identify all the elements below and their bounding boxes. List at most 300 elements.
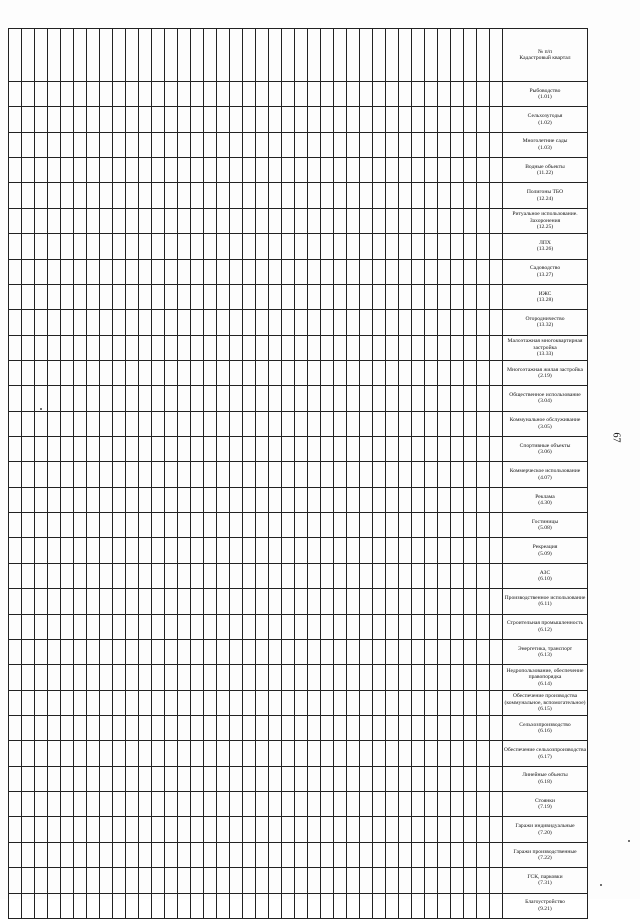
- table-cell: [61, 158, 74, 183]
- table-cell: [152, 259, 165, 284]
- table-cell: [139, 538, 152, 563]
- table-cell: [347, 386, 360, 411]
- table-cell: [204, 614, 217, 639]
- table-cell: [61, 234, 74, 259]
- table-cell: [9, 158, 22, 183]
- table-cell: [308, 868, 321, 893]
- table-cell: [165, 259, 178, 284]
- table-cell: [87, 132, 100, 157]
- table-cell: [74, 437, 87, 462]
- table-cell: [243, 614, 256, 639]
- table-cell: [373, 513, 386, 538]
- scan-speck: [600, 884, 602, 886]
- table-cell: [386, 792, 399, 817]
- table-cell: [399, 639, 412, 664]
- table-cell: [477, 817, 490, 842]
- table-cell: [9, 183, 22, 208]
- table-cell: [22, 208, 35, 233]
- table-cell: [464, 335, 477, 360]
- table-cell: [100, 234, 113, 259]
- table-cell: [412, 360, 425, 385]
- table-cell: [464, 792, 477, 817]
- table-cell: [22, 487, 35, 512]
- table-cell: [152, 589, 165, 614]
- table-cell: [490, 589, 503, 614]
- table-cell: [217, 335, 230, 360]
- table-cell: [100, 132, 113, 157]
- table-cell: [74, 513, 87, 538]
- table-cell: [282, 792, 295, 817]
- table-cell: [425, 563, 438, 588]
- table-cell: [464, 132, 477, 157]
- table-cell: [191, 715, 204, 740]
- category-name: Водные объекты: [525, 163, 565, 170]
- table-cell: [152, 842, 165, 867]
- table-cell: [360, 82, 373, 107]
- table-cell: [74, 487, 87, 512]
- table-cell: [152, 715, 165, 740]
- table-cell: [269, 792, 282, 817]
- table-cell: [9, 487, 22, 512]
- table-cell: [113, 208, 126, 233]
- table-cell: [61, 817, 74, 842]
- table-cell: [22, 690, 35, 715]
- table-cell: [22, 310, 35, 335]
- category-label-cell: [503, 741, 588, 766]
- table-cell: [217, 107, 230, 132]
- table-cell: [334, 234, 347, 259]
- category-code: (12.24): [536, 195, 554, 202]
- table-cell: [451, 513, 464, 538]
- table-cell: [165, 132, 178, 157]
- table-cell: [282, 462, 295, 487]
- table-cell: [425, 690, 438, 715]
- table-cell: [386, 639, 399, 664]
- table-cell: [165, 284, 178, 309]
- table-cell: [204, 487, 217, 512]
- table-cell: [360, 842, 373, 867]
- table-cell: [321, 741, 334, 766]
- table-cell: [347, 563, 360, 588]
- category-label-cell: [503, 462, 588, 487]
- table-cell: [9, 513, 22, 538]
- table-cell: [295, 589, 308, 614]
- cadastral-quarter-cell: [152, 29, 165, 82]
- table-cell: [61, 462, 74, 487]
- table-cell: [191, 132, 204, 157]
- table-cell: [412, 665, 425, 690]
- table-cell: [243, 158, 256, 183]
- table-cell: [35, 234, 48, 259]
- cadastral-quarter-cell: [451, 29, 464, 82]
- table-cell: [399, 132, 412, 157]
- table-cell: [87, 741, 100, 766]
- table-cell: [360, 259, 373, 284]
- table-cell: [425, 614, 438, 639]
- table-cell: [451, 107, 464, 132]
- table-cell: [126, 360, 139, 385]
- table-cell: [152, 868, 165, 893]
- table-cell: [269, 107, 282, 132]
- table-cell: [87, 665, 100, 690]
- table-cell: [373, 437, 386, 462]
- table-cell: [230, 132, 243, 157]
- table-cell: [100, 766, 113, 791]
- category-name: Линейные объекты: [522, 772, 568, 779]
- table-cell: [87, 284, 100, 309]
- table-cell: [425, 158, 438, 183]
- table-cell: [360, 234, 373, 259]
- table-cell: [35, 766, 48, 791]
- table-cell: [438, 183, 451, 208]
- table-cell: [425, 817, 438, 842]
- table-cell: [269, 462, 282, 487]
- table-cell: [100, 437, 113, 462]
- table-cell: [243, 107, 256, 132]
- table-cell: [9, 234, 22, 259]
- table-cell: [217, 437, 230, 462]
- table-cell: [269, 766, 282, 791]
- table-cell: [204, 132, 217, 157]
- table-cell: [295, 208, 308, 233]
- table-cell: [386, 82, 399, 107]
- table-cell: [22, 284, 35, 309]
- table-cell: [22, 335, 35, 360]
- table-cell: [308, 766, 321, 791]
- table-cell: [178, 234, 191, 259]
- table-cell: [230, 335, 243, 360]
- table-cell: [347, 183, 360, 208]
- table-cell: [61, 690, 74, 715]
- table-cell: [74, 132, 87, 157]
- table-cell: [243, 817, 256, 842]
- category-name: Сельхозпроизводство: [519, 721, 571, 728]
- table-cell: [113, 792, 126, 817]
- table-cell: [373, 817, 386, 842]
- table-cell: [217, 614, 230, 639]
- table-cell: [22, 183, 35, 208]
- table-cell: [139, 335, 152, 360]
- category-label-cell: [503, 614, 588, 639]
- cadastral-quarter-cell: [425, 29, 438, 82]
- category-row: [9, 715, 588, 740]
- category-label-cell: [503, 563, 588, 588]
- table-cell: [9, 360, 22, 385]
- table-cell: [321, 589, 334, 614]
- table-cell: [217, 690, 230, 715]
- table-cell: [464, 893, 477, 918]
- table-cell: [464, 259, 477, 284]
- table-cell: [412, 132, 425, 157]
- table-cell: [191, 538, 204, 563]
- table-cell: [373, 614, 386, 639]
- table-cell: [126, 665, 139, 690]
- cadastral-quarter-cell: [74, 29, 87, 82]
- table-cell: [139, 360, 152, 385]
- category-name: Сельхозугодья: [527, 113, 563, 120]
- table-cell: [295, 665, 308, 690]
- table-cell: [438, 538, 451, 563]
- table-cell: [87, 82, 100, 107]
- cadastral-quarter-cell: [165, 29, 178, 82]
- table-cell: [282, 208, 295, 233]
- table-cell: [74, 360, 87, 385]
- table-cell: [217, 183, 230, 208]
- table-cell: [152, 386, 165, 411]
- table-cell: [178, 284, 191, 309]
- table-cell: [100, 817, 113, 842]
- table-cell: [386, 741, 399, 766]
- table-cell: [477, 411, 490, 436]
- table-cell: [360, 589, 373, 614]
- table-cell: [347, 411, 360, 436]
- table-cell: [425, 487, 438, 512]
- table-cell: [282, 766, 295, 791]
- table-cell: [464, 589, 477, 614]
- table-cell: [321, 234, 334, 259]
- header-label-cell: [503, 29, 588, 82]
- table-cell: [152, 158, 165, 183]
- table-cell: [347, 234, 360, 259]
- table-cell: [9, 259, 22, 284]
- table-cell: [243, 715, 256, 740]
- table-cell: [321, 462, 334, 487]
- table-cell: [100, 741, 113, 766]
- table-cell: [139, 487, 152, 512]
- table-cell: [204, 842, 217, 867]
- table-cell: [204, 893, 217, 918]
- table-cell: [308, 259, 321, 284]
- table-cell: [191, 842, 204, 867]
- category-code: (4.30): [538, 499, 552, 506]
- cadastral-quarter-cell: [334, 29, 347, 82]
- table-cell: [334, 538, 347, 563]
- table-cell: [464, 639, 477, 664]
- table-cell: [139, 690, 152, 715]
- table-cell: [74, 639, 87, 664]
- table-cell: [438, 766, 451, 791]
- table-cell: [48, 234, 61, 259]
- table-cell: [100, 360, 113, 385]
- table-cell: [230, 690, 243, 715]
- table-cell: [22, 513, 35, 538]
- table-cell: [178, 462, 191, 487]
- table-cell: [412, 487, 425, 512]
- table-cell: [373, 234, 386, 259]
- table-cell: [347, 842, 360, 867]
- cadastral-quarter-cell: [61, 29, 74, 82]
- table-cell: [100, 563, 113, 588]
- table-cell: [204, 411, 217, 436]
- table-cell: [165, 893, 178, 918]
- table-cell: [386, 386, 399, 411]
- table-cell: [152, 284, 165, 309]
- table-cell: [256, 234, 269, 259]
- table-cell: [22, 868, 35, 893]
- table-cell: [48, 817, 61, 842]
- category-name: Коммерческое использование: [509, 468, 581, 475]
- table-cell: [451, 386, 464, 411]
- table-cell: [295, 741, 308, 766]
- table-cell: [230, 715, 243, 740]
- table-cell: [360, 132, 373, 157]
- table-cell: [217, 158, 230, 183]
- table-cell: [243, 208, 256, 233]
- table-cell: [425, 513, 438, 538]
- table-cell: [48, 868, 61, 893]
- table-cell: [48, 538, 61, 563]
- table-cell: [438, 741, 451, 766]
- table-cell: [282, 538, 295, 563]
- table-cell: [451, 868, 464, 893]
- cadastral-quarter-cell: [438, 29, 451, 82]
- table-cell: [399, 741, 412, 766]
- table-cell: [386, 614, 399, 639]
- table-cell: [295, 563, 308, 588]
- table-cell: [139, 107, 152, 132]
- table-cell: [243, 741, 256, 766]
- table-cell: [360, 513, 373, 538]
- table-cell: [425, 589, 438, 614]
- table-cell: [230, 817, 243, 842]
- category-code: (6.13): [538, 652, 552, 659]
- category-name: Садоводство: [529, 265, 561, 272]
- category-row: [9, 538, 588, 563]
- category-code: (3.05): [538, 423, 552, 430]
- table-cell: [165, 183, 178, 208]
- table-cell: [477, 639, 490, 664]
- table-cell: [451, 589, 464, 614]
- category-name: Реклама: [535, 493, 555, 500]
- table-cell: [386, 665, 399, 690]
- table-cell: [451, 741, 464, 766]
- table-cell: [464, 411, 477, 436]
- table-cell: [464, 234, 477, 259]
- table-cell: [87, 513, 100, 538]
- table-cell: [490, 842, 503, 867]
- table-cell: [256, 842, 269, 867]
- table-cell: [139, 639, 152, 664]
- table-cell: [87, 310, 100, 335]
- table-cell: [308, 183, 321, 208]
- table-cell: [295, 690, 308, 715]
- table-cell: [113, 741, 126, 766]
- table-cell: [334, 513, 347, 538]
- table-cell: [373, 284, 386, 309]
- table-cell: [152, 614, 165, 639]
- category-code: (13.28): [536, 297, 554, 304]
- table-cell: [48, 563, 61, 588]
- table-cell: [412, 234, 425, 259]
- cadastral-quarter-cell: [295, 29, 308, 82]
- table-cell: [308, 158, 321, 183]
- category-row: [9, 158, 588, 183]
- category-row: [9, 208, 588, 233]
- table-cell: [412, 868, 425, 893]
- table-cell: [490, 792, 503, 817]
- table-cell: [9, 792, 22, 817]
- table-cell: [74, 665, 87, 690]
- category-label-cell: [503, 715, 588, 740]
- table-cell: [347, 335, 360, 360]
- table-cell: [230, 310, 243, 335]
- table-cell: [48, 132, 61, 157]
- table-cell: [438, 208, 451, 233]
- category-row: [9, 690, 588, 715]
- table-cell: [139, 259, 152, 284]
- table-cell: [126, 589, 139, 614]
- table-cell: [412, 437, 425, 462]
- table-cell: [113, 589, 126, 614]
- table-cell: [399, 792, 412, 817]
- table-cell: [386, 437, 399, 462]
- table-cell: [269, 411, 282, 436]
- table-cell: [48, 335, 61, 360]
- table-cell: [438, 842, 451, 867]
- table-cell: [178, 690, 191, 715]
- table-cell: [204, 208, 217, 233]
- table-cell: [217, 665, 230, 690]
- table-cell: [113, 284, 126, 309]
- table-cell: [256, 639, 269, 664]
- table-cell: [256, 868, 269, 893]
- table-cell: [35, 284, 48, 309]
- table-cell: [451, 766, 464, 791]
- table-cell: [61, 766, 74, 791]
- table-cell: [191, 183, 204, 208]
- table-cell: [295, 310, 308, 335]
- category-name: Энергетика, транспорт: [517, 645, 573, 652]
- table-cell: [282, 589, 295, 614]
- table-cell: [308, 284, 321, 309]
- table-cell: [165, 741, 178, 766]
- table-cell: [295, 715, 308, 740]
- table-cell: [48, 208, 61, 233]
- table-cell: [412, 538, 425, 563]
- table-cell: [178, 310, 191, 335]
- table-cell: [256, 589, 269, 614]
- table-cell: [230, 868, 243, 893]
- table-cell: [386, 690, 399, 715]
- table-cell: [61, 614, 74, 639]
- table-cell: [48, 741, 61, 766]
- table-cell: [295, 132, 308, 157]
- table-cell: [178, 792, 191, 817]
- table-cell: [152, 893, 165, 918]
- table-cell: [126, 715, 139, 740]
- table-cell: [22, 817, 35, 842]
- cadastral-quarter-cell: [87, 29, 100, 82]
- table-cell: [48, 690, 61, 715]
- table-cell: [113, 766, 126, 791]
- table-cell: [490, 690, 503, 715]
- table-cell: [139, 208, 152, 233]
- category-name: Обеспечение сельхозпроизводства: [503, 747, 587, 754]
- table-cell: [360, 360, 373, 385]
- table-cell: [35, 132, 48, 157]
- table-cell: [412, 842, 425, 867]
- table-cell: [217, 538, 230, 563]
- table-cell: [139, 715, 152, 740]
- table-cell: [412, 893, 425, 918]
- table-cell: [87, 183, 100, 208]
- table-cell: [282, 741, 295, 766]
- table-cell: [100, 513, 113, 538]
- category-name: Многолетние сады: [522, 138, 568, 145]
- table-cell: [256, 107, 269, 132]
- table-cell: [477, 690, 490, 715]
- table-cell: [412, 335, 425, 360]
